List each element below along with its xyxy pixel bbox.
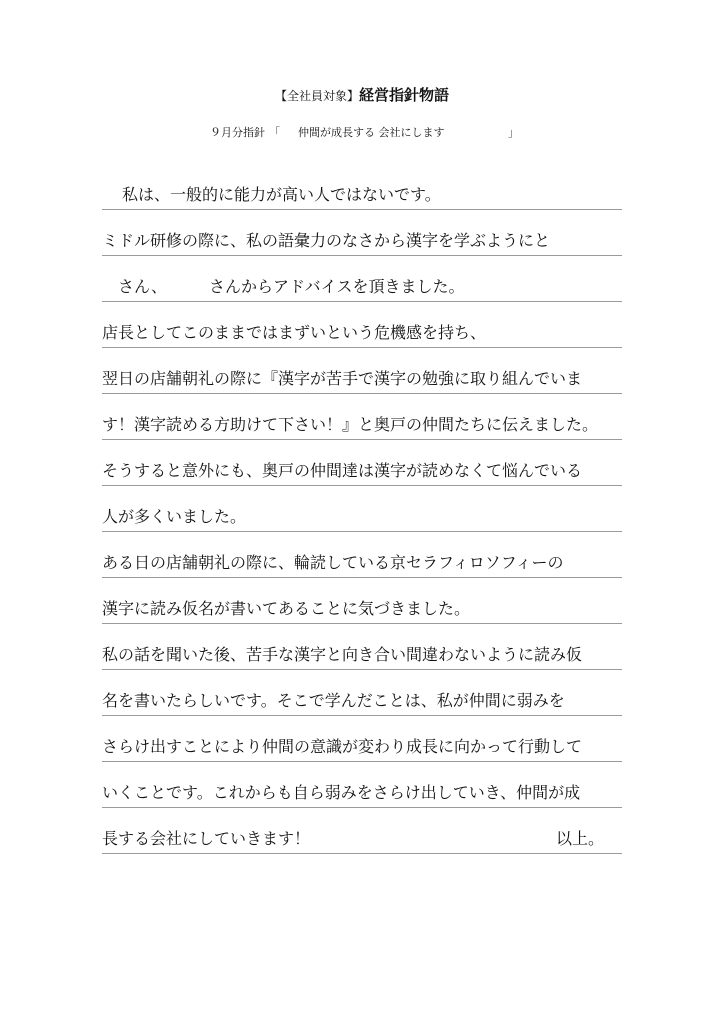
text-line-7 — [102, 440, 622, 486]
text-line-6 — [102, 394, 622, 440]
subtitle-close-bracket: 」 — [508, 126, 519, 139]
text-line-12 — [102, 670, 622, 716]
line-text — [102, 277, 465, 297]
ruled-text-body — [102, 162, 622, 854]
line-text: す！漢字読める方助けて下さい！』と奥戸の仲間たちに伝えました。 — [102, 415, 599, 434]
text-line-10 — [102, 578, 622, 624]
text-line-9 — [102, 532, 622, 578]
text-line-11 — [102, 624, 622, 670]
subtitle-open-bracket: 「 — [269, 126, 280, 139]
line-text: 長する会社にしていきます！ — [102, 829, 311, 848]
line-text: 翌日の店舗朝礼の際に『漢字が苦手で漢字の勉強に取り組んでいま — [102, 369, 583, 388]
closing-text: 以上。 — [555, 829, 604, 848]
line-text: 私の話を聞いた後、苦手な漢字と向き合い間違わないように読み仮 — [102, 645, 583, 664]
document-subtitle — [210, 124, 540, 140]
line-text: 漢字に読み仮名が書いてあることに気づきました。 — [102, 599, 471, 618]
line-3-body: さんからアドバイスを頂きました。 — [208, 277, 465, 296]
line-text: ミドル研修の際に、私の語彙力のなさから漢字を学ぶようにと — [102, 231, 551, 250]
document-title — [0, 84, 724, 105]
line-3-prefix: さん、 — [118, 277, 167, 296]
line-text: さらけ出すことにより仲間の意識が変わり成長に向かって行動して — [102, 737, 583, 756]
line-text: 名を書いたらしいです。そこで学んだことは、私が仲間に弱みを — [102, 691, 565, 710]
line-text: 私は、一般的に能力が高い人ではないです。 — [122, 185, 441, 204]
text-line-15 — [102, 808, 622, 854]
text-line-8 — [102, 486, 622, 532]
text-line-2 — [102, 210, 622, 256]
subtitle-month: ９月分指針 — [210, 126, 265, 139]
line-text: そうすると意外にも、奥戸の仲間達は漢字が読めなくて悩んでいる — [102, 461, 583, 480]
line-text: 店長としてこのままではまずいという危機感を持ち、 — [102, 323, 487, 342]
line-text: いくことです。これからも自ら弱みをさらけ出していき、仲間が成 — [102, 783, 581, 802]
text-line-5 — [102, 348, 622, 394]
text-line-4 — [102, 302, 622, 348]
title-main: 経営指針物語 — [359, 86, 450, 104]
subtitle-policy: 仲間が成長する 会社にします — [298, 126, 445, 139]
text-line-13 — [102, 716, 622, 762]
text-line-3 — [102, 256, 622, 302]
text-line-1 — [102, 162, 622, 210]
line-text: 人が多くいました。 — [102, 507, 247, 526]
line-text: ある日の店舗朝礼の際に、輪読している京セラフィロソフィーの — [102, 553, 564, 572]
text-line-14 — [102, 762, 622, 808]
title-prefix: 【全社員対象】 — [274, 89, 359, 103]
